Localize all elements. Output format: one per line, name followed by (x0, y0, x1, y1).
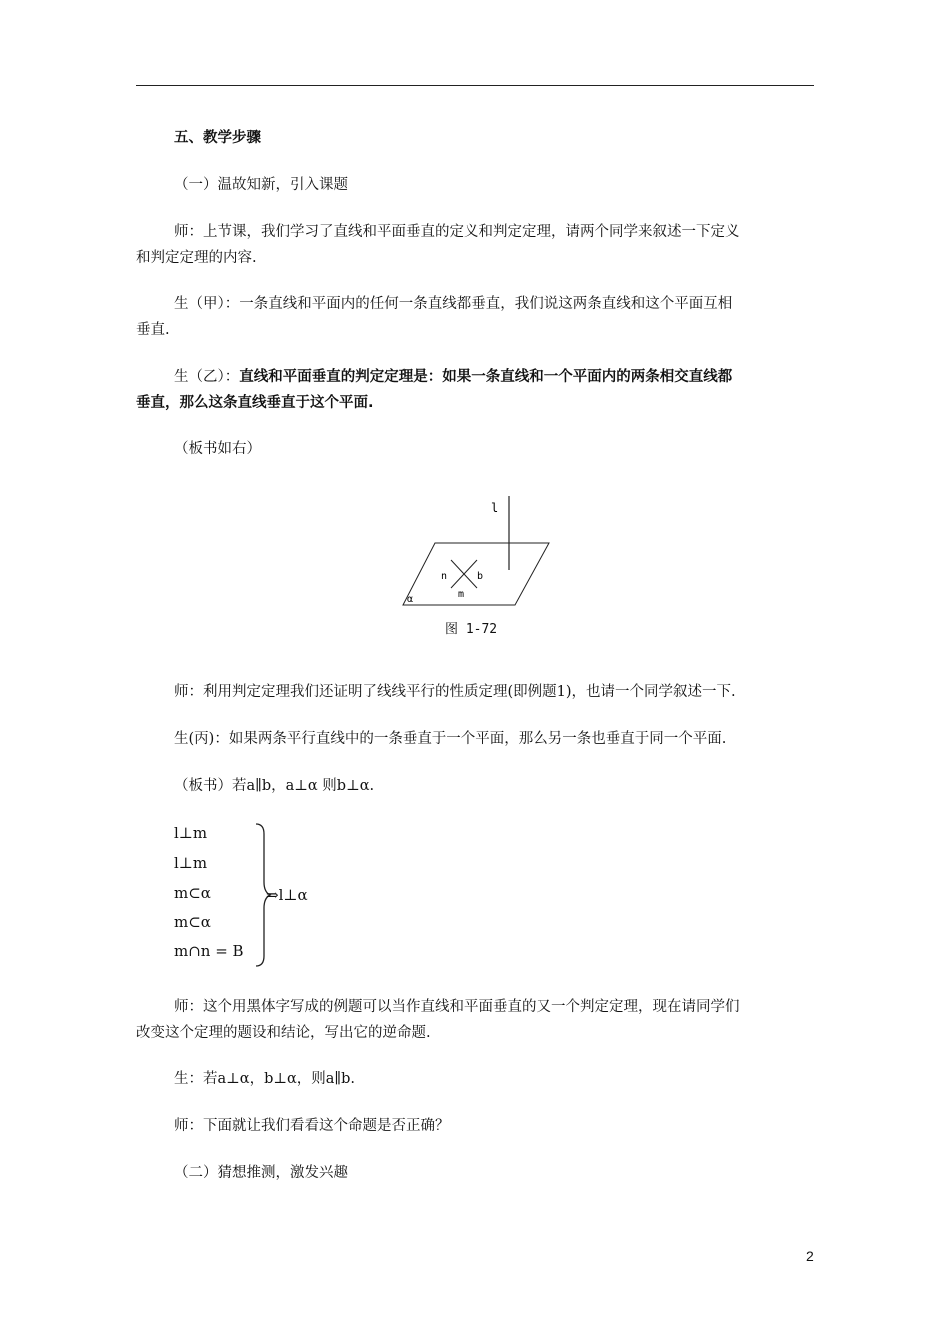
paragraph-teacher-1-line2: 和判定定理的内容. (136, 250, 257, 266)
page-number: 2 (806, 1248, 814, 1264)
paragraph-student-b-line1 (136, 364, 816, 390)
paragraph-teacher-2: 师：利用判定定理我们还证明了线线平行的性质定理(即例题1)，也请一个同学叙述一下. (174, 684, 736, 700)
label-n: n (441, 571, 448, 582)
label-b: b (477, 571, 484, 582)
paragraph-student-a-line2: 垂直. (136, 322, 170, 338)
theorem-text: 直线和平面垂直的判定定理是：如果一条直线和一个平面内的两条相交直线都 (239, 369, 733, 385)
plane-alpha (403, 543, 549, 605)
plane-diagram (395, 490, 565, 620)
paragraph-student-a-line1: 生（甲）：一条直线和平面内的任何一条直线都垂直，我们说这两条直线和这个平面互相 (174, 296, 733, 312)
student-b-prefix: 生（乙）： (174, 369, 240, 385)
paragraph-student-b-line2: 垂直，那么这条直线垂直于这个平面. (136, 395, 374, 411)
subsection-2: （二）猜想推测，激发兴趣 (174, 1165, 348, 1181)
label-l: l (491, 501, 499, 515)
math-line-1: l⊥m (174, 824, 208, 842)
header-rule (136, 85, 814, 86)
math-line-3: m⊂α (174, 884, 211, 902)
paragraph-teacher-3-line2: 改变这个定理的题设和结论，写出它的逆命题. (136, 1025, 431, 1041)
math-conclusion: ⇒l⊥α (266, 886, 308, 904)
subsection-1: （一）温故知新，引入课题 (174, 177, 348, 193)
figure-caption: 图 1-72 (445, 622, 498, 637)
board-statement: （板书）若a∥b，a⊥α 则b⊥α. (174, 778, 375, 794)
section-heading: 五、教学步骤 (174, 130, 261, 146)
paragraph-teacher-1-line1: 师：上节课，我们学习了直线和平面垂直的定义和判定定理，请两个同学来叙述一下定义 (174, 224, 740, 240)
paragraph-teacher-4: 师：下面就让我们看看这个命题是否正确？ (174, 1118, 450, 1134)
label-alpha: α (407, 594, 414, 605)
math-line-2: l⊥m (174, 854, 208, 872)
board-note: （板书如右） (174, 441, 261, 457)
paragraph-student-d: 生：若a⊥α，b⊥α，则a∥b. (174, 1071, 356, 1087)
paragraph-teacher-3-line1: 师：这个用黑体字写成的例题可以当作直线和平面垂直的又一个判定定理，现在请同学们 (174, 999, 740, 1015)
math-line-4: m⊂α (174, 913, 211, 931)
math-line-5: m∩n = B (174, 942, 244, 960)
label-m: m (458, 589, 465, 600)
paragraph-student-c: 生(丙)：如果两条平行直线中的一条垂直于一个平面，那么另一条也垂直于同一个平面. (174, 731, 727, 747)
